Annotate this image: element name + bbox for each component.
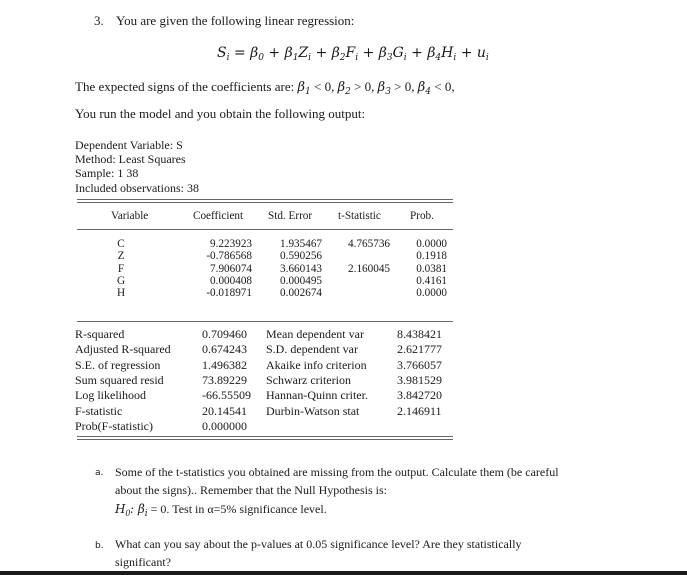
cell-prob: 0.4161	[416, 274, 447, 287]
header-prob: Prob.	[410, 210, 434, 222]
stat-label: Log likelihood	[75, 388, 146, 403]
method: Method: Least Squares	[75, 152, 186, 166]
null-hypothesis: $H_0$: $\beta_i = 0$. Test in α=5% significance level.	[115, 502, 327, 519]
stat-label: Adjusted R-squared	[75, 342, 171, 357]
eq-lhs: S	[217, 45, 227, 61]
cell-std-error: 1.935467	[280, 238, 322, 250]
signs-text: The expected signs of the coefficients are:	[75, 79, 295, 94]
cell-t-statistic: 2.160045	[348, 262, 390, 275]
question-intro: You are given the following linear regression:	[116, 13, 355, 28]
part-b-marker: b.	[95, 541, 104, 551]
stat-label: S.E. of regression	[75, 357, 161, 372]
regression-equation: $S_i = \beta_0 + \beta_1Z_i + \beta_2F_i + \beta_3G_i + \beta_4H_i + u_i$	[217, 45, 489, 63]
stat-value: 3.981529	[397, 372, 442, 387]
stat-label: F-statistic	[75, 403, 123, 418]
part-b-line2: significant?	[115, 555, 171, 569]
cell-prob: 0.1918	[416, 250, 447, 263]
stat-value: 2.146911	[397, 403, 442, 418]
part-a-line1: Some of the t-statistics you obtained are missing from the output. Calculate them (be careful	[115, 465, 559, 479]
table-rule-top	[77, 199, 453, 200]
header-t-statistic: t-Statistic	[338, 210, 381, 222]
header-coefficient: Coefficient	[193, 210, 244, 222]
header-variable: Variable	[111, 210, 149, 222]
table-rule-header	[77, 229, 453, 230]
cell-variable: C	[117, 238, 125, 250]
stat-value: 8.438421	[397, 327, 442, 341]
cell-t-statistic: 4.765736	[348, 238, 390, 250]
header-std-error: Std. Error	[268, 210, 313, 222]
stat-value: 2.621777	[397, 342, 442, 357]
cell-coefficient: -0.786568	[206, 250, 252, 263]
cell-variable: Z	[117, 250, 125, 263]
cell-std-error: 0.590256	[280, 250, 322, 263]
cell-prob: 0.0381	[416, 262, 447, 275]
cell-std-error: 0.002674	[280, 287, 322, 300]
run-text: You run the model and you obtain the following output:	[75, 106, 366, 121]
cell-coefficient: 9.223923	[210, 238, 252, 250]
stat-label: S.D. dependent var	[266, 342, 358, 357]
stat-value: 73.89229	[202, 372, 247, 387]
table-rule-bottom	[77, 436, 453, 437]
stat-value: -66.55509	[202, 388, 251, 403]
table-rule-top-2	[77, 202, 453, 203]
part-a-marker: a.	[95, 468, 104, 478]
stat-label: Hannan-Quinn criter.	[266, 388, 368, 403]
stat-label: Mean dependent var	[266, 327, 364, 341]
part-a-line2: about the signs).. Remember that the Null Hypothesis is:	[115, 483, 387, 497]
stat-value: 0.000000	[202, 418, 247, 433]
stat-label: Schwarz criterion	[266, 372, 351, 387]
cell-prob: 0.0000	[416, 287, 447, 300]
stat-label: R-squared	[75, 327, 125, 341]
stat-value: 0.709460	[202, 327, 247, 341]
table-rule-mid	[77, 321, 453, 322]
bottom-bar	[0, 571, 687, 575]
stat-value: 1.496382	[202, 357, 247, 372]
included-observations: Included observations: 38	[75, 181, 199, 195]
stat-value: 3.766057	[397, 357, 442, 372]
stat-label: Sum squared resid	[75, 372, 164, 387]
table-rule-bottom-2	[77, 439, 453, 440]
dependent-variable: Dependent Variable: S	[75, 138, 183, 152]
cell-std-error: 0.000495	[280, 274, 322, 287]
cell-coefficient: 0.000408	[210, 274, 252, 287]
part-b-line1: What can you say about the p-values at 0.05 significance level? Are they statistically	[115, 537, 522, 551]
question-number: 3.	[94, 13, 104, 28]
expected-signs: The expected signs of the coefficients are: $\beta_1 < 0$, $\beta_2 > 0$, $\beta_3 > 0$, $\beta_4 < 0$,	[75, 79, 455, 97]
stat-value: 3.842720	[397, 388, 442, 403]
cell-std-error: 3.660143	[280, 262, 322, 275]
stat-label: Durbin-Watson stat	[266, 403, 360, 418]
cell-variable: G	[116, 274, 126, 287]
sample: Sample: 1 38	[75, 166, 139, 180]
stat-label: Prob(F-statistic)	[75, 418, 153, 433]
cell-coefficient: 7.906074	[210, 262, 252, 275]
stat-value: 0.674243	[202, 342, 247, 357]
cell-variable: H	[116, 287, 126, 300]
cell-coefficient: -0.018971	[206, 287, 252, 300]
stat-value: 20.14541	[202, 403, 247, 418]
cell-variable: F	[117, 262, 125, 275]
stat-label: Akaike info criterion	[266, 357, 367, 372]
cell-prob: 0.0000	[416, 238, 447, 250]
